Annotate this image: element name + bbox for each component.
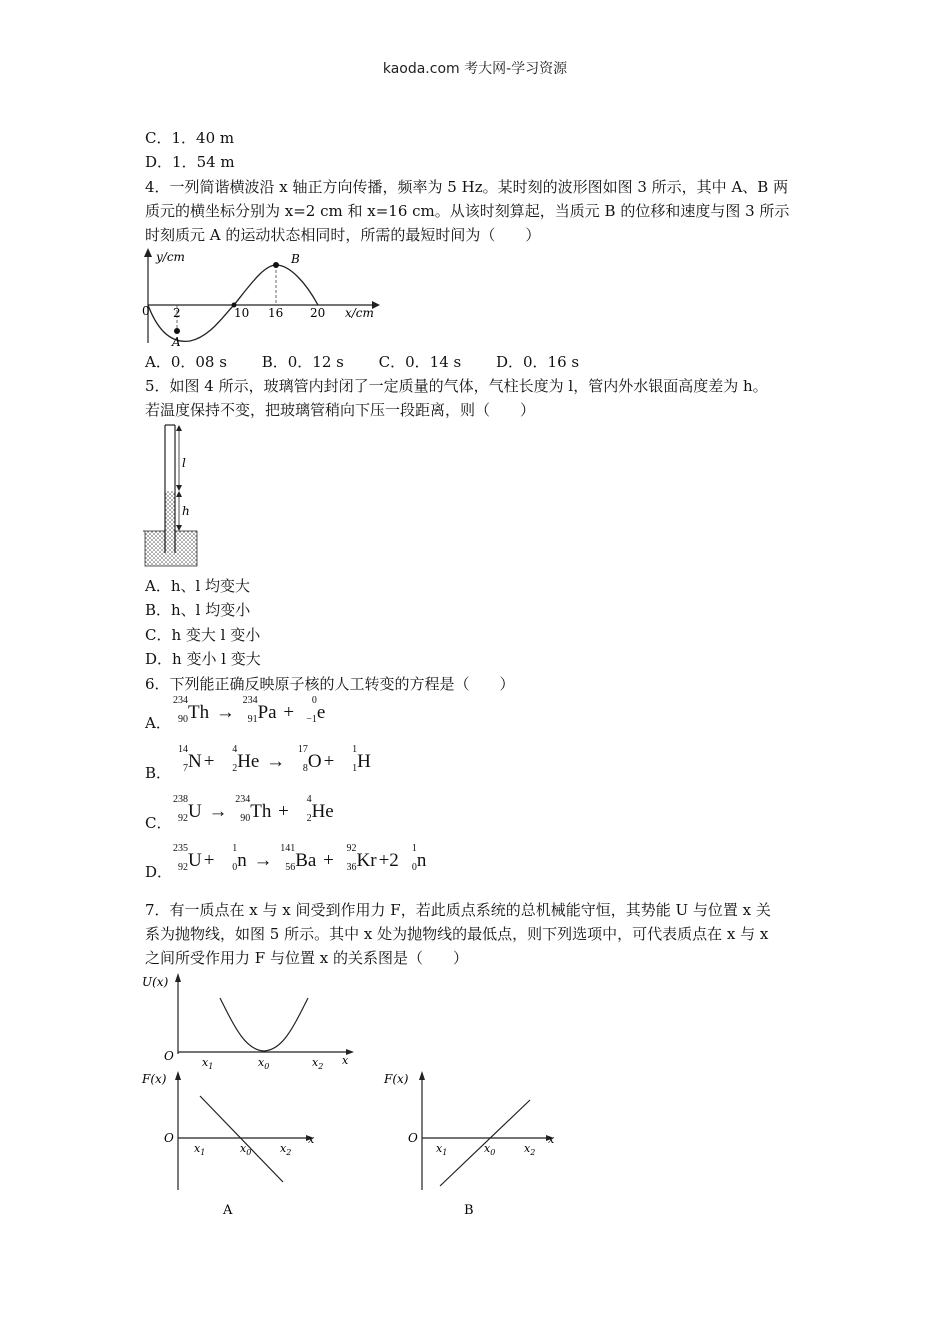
wave-origin: 0 <box>142 304 150 318</box>
q5-stem-line1: 5．如图 4 所示，玻璃管内封闭了一定质量的气体，气柱长度为 l，管内外水银面高度差为 h。 <box>145 377 768 395</box>
q3-option-d: D．1．54 m <box>145 153 235 171</box>
wave-ylabel: y/cm <box>156 250 185 264</box>
wave-tick-20: 20 <box>310 306 326 320</box>
b-caption: B <box>464 1203 474 1218</box>
svg-text:x0: $x_0$ <box>240 1142 252 1157</box>
a-xaxis-label: x <box>308 1133 315 1146</box>
q5-option-b: B．h、l 均变小 <box>145 601 251 619</box>
q4-stem-line1: 4．一列简谐横波沿 x 轴正方向传播，频率为 5 Hz。某时刻的波形图如图 3 所示，其中 A、B 两 <box>145 178 789 196</box>
q6-equation-d: 235 92 U + 1 0 n → 141 56 Ba + 92 36 Kr +2 1 0 n <box>173 843 427 873</box>
b-ylabel: F(x) <box>384 1072 409 1086</box>
wave-figure <box>140 245 380 350</box>
q4-option-a: A．0．08 s <box>145 353 227 371</box>
q6-equation-b: 14 7 N + 4 2 He → 17 8 O + 1 1 H <box>178 744 371 774</box>
tube-label-l: l <box>182 456 186 470</box>
a-origin: O <box>164 1131 174 1145</box>
q6-equation-c: 238 92 U → 234 90 Th + 4 2 He <box>173 794 334 824</box>
q6-label-a: A． <box>145 714 171 732</box>
u-origin: O <box>164 1049 174 1063</box>
svg-text:x2: $x_2$ <box>312 1056 324 1071</box>
q6-equation-a: 234 90 Th → 234 91 Pa + 0 −1 e <box>173 695 326 725</box>
tube-label-h: h <box>182 504 190 518</box>
page-header: kaoda.com 考大网-学习资源 <box>382 61 568 77</box>
tube-figure <box>143 423 203 568</box>
u-xaxis-label: x <box>342 1054 349 1067</box>
q7-stem-line3: 之间所受作用力 F 与位置 x 的关系图是（ ） <box>145 949 468 967</box>
svg-text:x0: $x_0$ <box>484 1142 496 1157</box>
wave-tick-10: 10 <box>234 306 250 320</box>
q4-option-d: D．0．16 s <box>495 353 580 371</box>
q7-stem-line2: 系为抛物线，如图 5 所示。其中 x 处为抛物线的最低点，则下列选项中，可代表质点在 x 与 x <box>145 925 769 943</box>
q7-stem-line1: 7．有一质点在 x 与 x 间受到作用力 F，若此质点系统的总机械能守恒，其势能 U 与位置 x 关 <box>145 901 771 919</box>
svg-text:x1: $x_1$ <box>194 1142 206 1157</box>
svg-text:x0: $x_0$ <box>258 1056 270 1071</box>
wave-xlabel: x/cm <box>345 306 374 320</box>
b-origin: O <box>408 1131 418 1145</box>
q4-option-c: C．0．14 s <box>378 353 462 371</box>
wave-tick-2: 2 <box>173 306 181 320</box>
force-graph-b <box>380 1068 580 1220</box>
q4-options <box>145 351 609 373</box>
q4-stem-line3: 时刻质元 A 的运动状态相同时，所需的最短时间为（ ） <box>145 226 541 244</box>
q5-option-d: D．h 变小 l 变大 <box>145 650 261 668</box>
force-graph-a <box>140 1068 340 1220</box>
q5-option-c: C．h 变大 l 变小 <box>145 626 261 644</box>
wave-tick-16: 16 <box>268 306 284 320</box>
q4-option-b: B．0．12 s <box>261 353 344 371</box>
svg-text:x1: $x_1$ <box>202 1056 214 1071</box>
q6-stem: 6．下列能正确反映原子核的人工转变的方程是（ ） <box>145 675 515 693</box>
q5-option-a: A．h、l 均变大 <box>145 577 251 595</box>
potential-figure <box>140 968 360 1071</box>
q6-label-b: B． <box>145 764 172 782</box>
b-xaxis-label: x <box>548 1133 555 1146</box>
q5-stem-line2: 若温度保持不变，把玻璃管稍向下压一段距离，则（ ） <box>145 401 536 419</box>
svg-text:x2: $x_2$ <box>524 1142 536 1157</box>
svg-text:x1: $x_1$ <box>436 1142 448 1157</box>
a-ylabel: F(x) <box>142 1072 167 1086</box>
q4-stem-line2: 质元的横坐标分别为 x=2 cm 和 x=16 cm。从该时刻算起，当质元 B 的位移和速度与图 3 所示 <box>145 202 790 220</box>
q6-label-d: D． <box>145 863 173 881</box>
q6-label-c: C． <box>145 814 172 832</box>
a-caption: A <box>223 1203 233 1218</box>
wave-point-b: B <box>291 252 300 266</box>
u-ylabel: U(x) <box>142 975 169 989</box>
svg-text:x2: $x_2$ <box>280 1142 292 1157</box>
wave-point-a: A <box>172 335 181 349</box>
q3-option-c: C．1．40 m <box>145 129 235 147</box>
